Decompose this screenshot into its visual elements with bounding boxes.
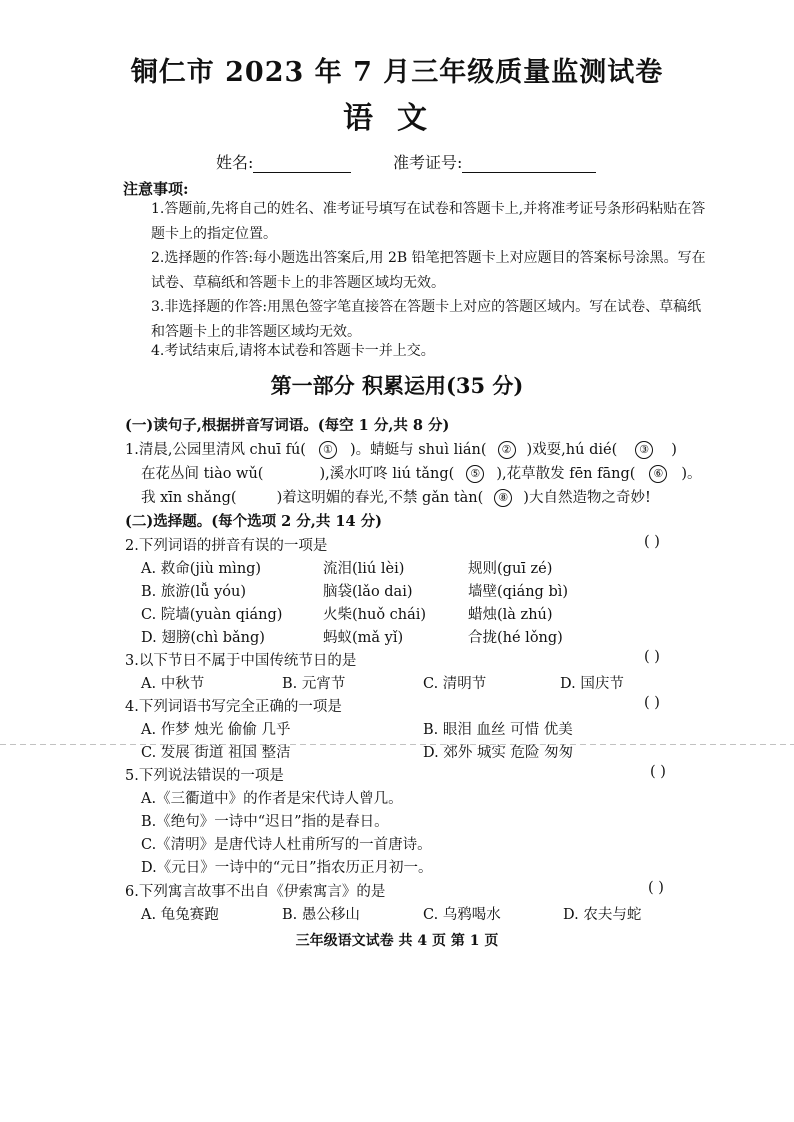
blank-number: ⑤ [466,465,484,483]
q1-line3 [141,486,651,507]
q6-option: B. 愚公移山 [282,907,360,923]
blank-2[interactable] [487,441,527,459]
q2-option: 流泪(liú lèi) [323,561,405,577]
q1-text: 在花丛间 tiào wǔ( [141,466,264,482]
q2-option: 蜡烛(là zhú) [468,607,553,623]
exam-id-underline[interactable] [462,156,596,173]
blank-number: ③ [635,441,653,459]
q4-option: B. 眼泪 血丝 可惜 优美 [423,722,573,738]
answer-paren[interactable]: ( ) [650,764,666,780]
notice-item: 3.非选择题的作答:用黑色签字笔直接答在答题卡上对应的答题区域内。写在试卷、草稿纸和答题卡上的非答题区域均无效。 [151,299,702,340]
q5-option: D.《元日》一诗中的“元日”指农历正月初一。 [141,860,433,876]
blank-1[interactable] [306,441,350,459]
q1-text: )戏耍,hú dié( [526,442,618,458]
q4-option: C. 发展 街道 祖国 整洁 [141,745,291,761]
q5-stem: 5.下列说法错误的一项是 [125,768,284,784]
q2-option: C. 院墙(yuàn qiáng) [141,607,283,623]
q5-option: C.《清明》是唐代诗人杜甫所写的一首唐诗。 [141,837,432,853]
part-heading: 第一部分 积累运用(35 分) [270,373,524,398]
name-field[interactable] [216,150,351,173]
q3-option: A. 中秋节 [141,676,205,692]
q3-option: B. 元宵节 [282,676,346,692]
blank-number: ② [498,441,516,459]
blank-number: ⑧ [494,489,512,507]
q2-stem: 2.下列词语的拼音有误的一项是 [125,538,328,554]
q1-text: )大自然造物之奇妙! [523,490,651,506]
q5-option: B.《绝句》一诗中“迟日”指的是春日。 [141,814,389,830]
answer-paren[interactable]: ( ) [644,649,660,665]
q6-option: D. 农夫与蛇 [563,907,642,923]
q4-option: A. 作梦 烛光 偷偷 几乎 [141,722,291,738]
page-footer: 三年级语文试卷 共 4 页 第 1 页 [295,933,499,949]
q2-option: 蚂蚁(mǎ yǐ) [323,630,404,646]
notice-item: 2.选择题的作答:每小题选出答案后,用 2B 铅笔把答题卡上对应题目的答案标号涂黑。写在试卷、草稿纸和答题卡上的非答题区域均无效。 [151,250,706,291]
exam-title: 铜仁市 2023 年 7 月三年级质量监测试卷 [130,57,664,88]
q1-text: ),溪水叮咚 liú tǎng( [319,466,455,482]
blank-8[interactable] [483,489,523,507]
q6-option: C. 乌鸦喝水 [423,907,501,923]
q1-text: ) [671,442,677,458]
q3-stem: 3.以下节日不属于中国传统节日的是 [125,653,357,669]
q2-option: A. 救命(jiù mìng) [141,561,262,577]
section2-heading: (二)选择题。(每个选项 2 分,共 14 分) [125,513,382,530]
q2-option: 规则(guī zé) [468,561,553,577]
q1-text: )。 [681,466,702,482]
q2-option: B. 旅游(lǚ yóu) [141,584,247,600]
fold-line [0,744,794,745]
notice-heading: 注意事项: [123,180,189,198]
name-label: 姓名: [216,153,254,172]
q2-option: D. 翅膀(chì bǎng) [141,630,265,646]
q1-text: 我 xīn shǎng( [141,490,237,506]
blank-6[interactable] [635,465,681,483]
blank-5[interactable] [454,465,496,483]
subject-title: 语文 [343,101,451,136]
q1-line2 [141,462,702,483]
q4-stem: 4.下列词语书写完全正确的一项是 [125,699,342,715]
blank-number: ⑥ [649,465,667,483]
q5-option: A.《三衢道中》的作者是宋代诗人曾几。 [141,791,403,807]
answer-paren[interactable]: ( ) [648,880,664,896]
q3-option: C. 清明节 [423,676,487,692]
blank-3[interactable] [617,441,671,459]
q2-option: 合拢(hé lǒng) [468,630,563,646]
q1-text: 1.清晨,公园里清风 chuī fú( [125,442,306,458]
q1-text: )。蜻蜓与 shuì lián( [349,442,487,458]
q6-option: A. 龟兔赛跑 [141,907,219,923]
notice-item: 4.考试结束后,请将本试卷和答题卡一并上交。 [151,343,435,359]
name-underline[interactable] [253,156,351,173]
answer-paren[interactable]: ( ) [644,695,660,711]
answer-paren[interactable]: ( ) [644,534,660,550]
q2-option: 脑袋(lǎo dai) [323,584,413,600]
notice-item: 1.答题前,先将自己的姓名、准考证号填写在试卷和答题卡上,并将准考证号条形码粘贴在答题卡上的指定位置。 [151,201,706,242]
blank-number: ① [319,441,337,459]
exam-id-label: 准考证号: [393,153,463,172]
q1-line1 [125,438,677,459]
section1-heading: (一)读句子,根据拼音写词语。(每空 1 分,共 8 分) [125,417,450,434]
q2-option: 墙壁(qiáng bì) [468,584,569,600]
q1-text: )着这明媚的春光,不禁 gǎn tàn( [276,490,484,506]
q2-option: 火柴(huǒ chái) [323,607,427,623]
exam-id-field[interactable] [393,150,596,173]
q3-option: D. 国庆节 [560,676,624,692]
q4-option: D. 郊外 城实 危险 匆匆 [423,745,574,761]
q6-stem: 6.下列寓言故事不出自《伊索寓言》的是 [125,884,386,900]
q1-text: ),花草散发 fēn fāng( [496,466,636,482]
